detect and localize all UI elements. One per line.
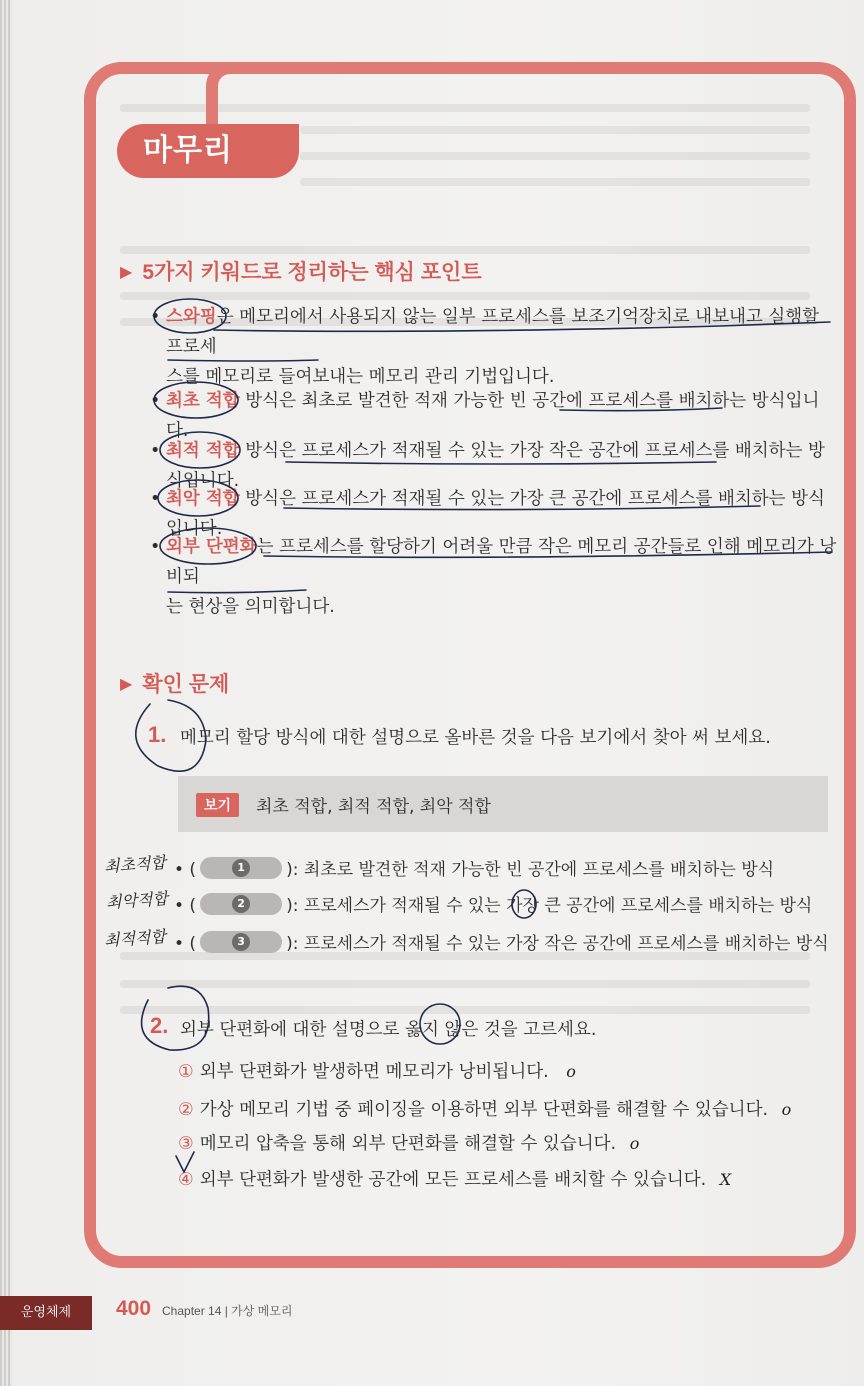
- key-point-text-cont: 는 현상을 의미합니다.: [166, 597, 335, 617]
- key-point-text-cont: 스를 메모리로 들여보내는 메모리 관리 기법입니다.: [166, 367, 555, 387]
- option-text: 외부 단편화가 발생하면 메모리가 낭비됩니다.: [199, 1062, 549, 1082]
- blank-number: 1: [232, 859, 250, 877]
- keyword: 외부 단편화: [166, 537, 257, 557]
- bullet-icon: • (: [174, 934, 197, 954]
- handwritten-answer: 최초적합: [103, 852, 167, 877]
- bullet-icon: •: [150, 307, 161, 327]
- handwritten-mark: X: [719, 1170, 732, 1189]
- answer-blank-row: [174, 929, 829, 954]
- option-text: 외부 단편화가 발생한 공간에 모든 프로세스를 배치할 수 있습니다.: [199, 1170, 707, 1190]
- blank-description: ): 프로세스가 적재될 수 있는 가장 큰 공간에 프로세스를 배치하는 방식: [286, 896, 813, 916]
- page-number: 400: [116, 1297, 152, 1320]
- key-point-text: 방식은 최초로 발견한 적재 가능한 빈 공간에 프로세스를 배치하는 방식입니다.: [166, 391, 820, 441]
- option-number: ④: [178, 1170, 194, 1190]
- footer-book-tab: 운영체제: [0, 1296, 92, 1330]
- handwritten-mark: o: [781, 1100, 792, 1119]
- section-heading-key-points: [120, 256, 482, 286]
- chapter-label: Chapter 14 | 가상 메모리: [162, 1304, 293, 1318]
- section-heading-quiz: [120, 668, 229, 698]
- page-title: 마무리: [117, 124, 299, 178]
- blank-description: ): 최초로 발견한 적재 가능한 빈 공간에 프로세스를 배치하는 방식: [286, 860, 775, 880]
- answer-blank-row: [174, 855, 774, 880]
- example-badge: 보기: [196, 793, 239, 817]
- answer-blank[interactable]: [200, 931, 282, 953]
- answer-option[interactable]: [178, 1096, 791, 1121]
- key-point-text: 는 프로세스를 할당하기 어려울 만큼 작은 메모리 공간들로 인해 메모리가 낭비되: [166, 537, 837, 587]
- question-text: 메모리 할당 방식에 대한 설명으로 올바른 것을 다음 보기에서 찾아 써 보세요.: [180, 728, 771, 748]
- option-text: 가상 메모리 기법 중 페이징을 이용하면 외부 단편화를 해결할 수 있습니다.: [199, 1100, 769, 1120]
- answer-option[interactable]: [178, 1058, 576, 1083]
- key-point-text: 방식은 프로세스가 적재될 수 있는 가장 작은 공간에 프로세스를 배치하는 방식입니다.: [166, 441, 825, 491]
- example-box: [178, 776, 828, 832]
- section-heading-text: 5가지 키워드로 정리하는 핵심 포인트: [142, 261, 482, 284]
- summary-frame: [84, 62, 856, 1268]
- page-edge: [0, 0, 12, 1386]
- key-point-item: [150, 532, 840, 622]
- question-text: 외부 단편화에 대한 설명으로 옳지 않은 것을 고르세요.: [180, 1020, 597, 1040]
- blank-number: 2: [232, 895, 250, 913]
- option-number: ②: [178, 1100, 194, 1120]
- handwritten-mark: o: [629, 1134, 640, 1153]
- handwritten-answer: 최적적합: [103, 926, 167, 951]
- keyword: 스와핑: [166, 307, 217, 327]
- keyword: 최악 적합: [166, 489, 240, 509]
- bullet-icon: •: [150, 441, 161, 461]
- handwritten-answer: 최악적합: [105, 888, 169, 913]
- question-number: 1.: [148, 722, 167, 747]
- bullet-icon: •: [150, 391, 161, 411]
- key-point-text: 은 메모리에서 사용되지 않는 일부 프로세스를 보조기억장치로 내보내고 실행할 프로세: [166, 307, 820, 357]
- example-text: 최초 적합, 최적 적합, 최악 적합: [256, 797, 491, 817]
- bullet-icon: •: [150, 489, 161, 509]
- answer-blank[interactable]: [200, 893, 282, 915]
- bullet-icon: • (: [174, 896, 197, 916]
- bullet-icon: •: [150, 537, 161, 557]
- answer-option[interactable]: [178, 1130, 639, 1155]
- answer-blank[interactable]: [200, 857, 282, 879]
- handwritten-mark: o: [566, 1062, 576, 1081]
- keyword: 최적 적합: [166, 441, 240, 461]
- key-point-item: [150, 302, 840, 392]
- title-tab-stem: [206, 62, 230, 128]
- key-point-text: 방식은 프로세스가 적재될 수 있는 가장 큰 공간에 프로세스를 배치하는 방식입니다.: [166, 489, 825, 539]
- question-number: 2.: [150, 1013, 169, 1038]
- keyword: 최초 적합: [166, 391, 240, 411]
- bullet-icon: • (: [174, 860, 197, 880]
- answer-blank-row: [174, 891, 812, 916]
- answer-option[interactable]: [178, 1166, 731, 1191]
- option-text: 메모리 압축을 통해 외부 단편화를 해결할 수 있습니다.: [199, 1134, 617, 1154]
- blank-number: 3: [232, 933, 250, 951]
- triangle-icon: ▶: [120, 676, 133, 693]
- blank-description: ): 프로세스가 적재될 수 있는 가장 작은 공간에 프로세스를 배치하는 방식: [286, 934, 829, 954]
- section-heading-text: 확인 문제: [142, 673, 230, 696]
- option-number: ①: [178, 1062, 194, 1082]
- triangle-icon: ▶: [120, 264, 133, 281]
- option-number: ③: [178, 1134, 194, 1154]
